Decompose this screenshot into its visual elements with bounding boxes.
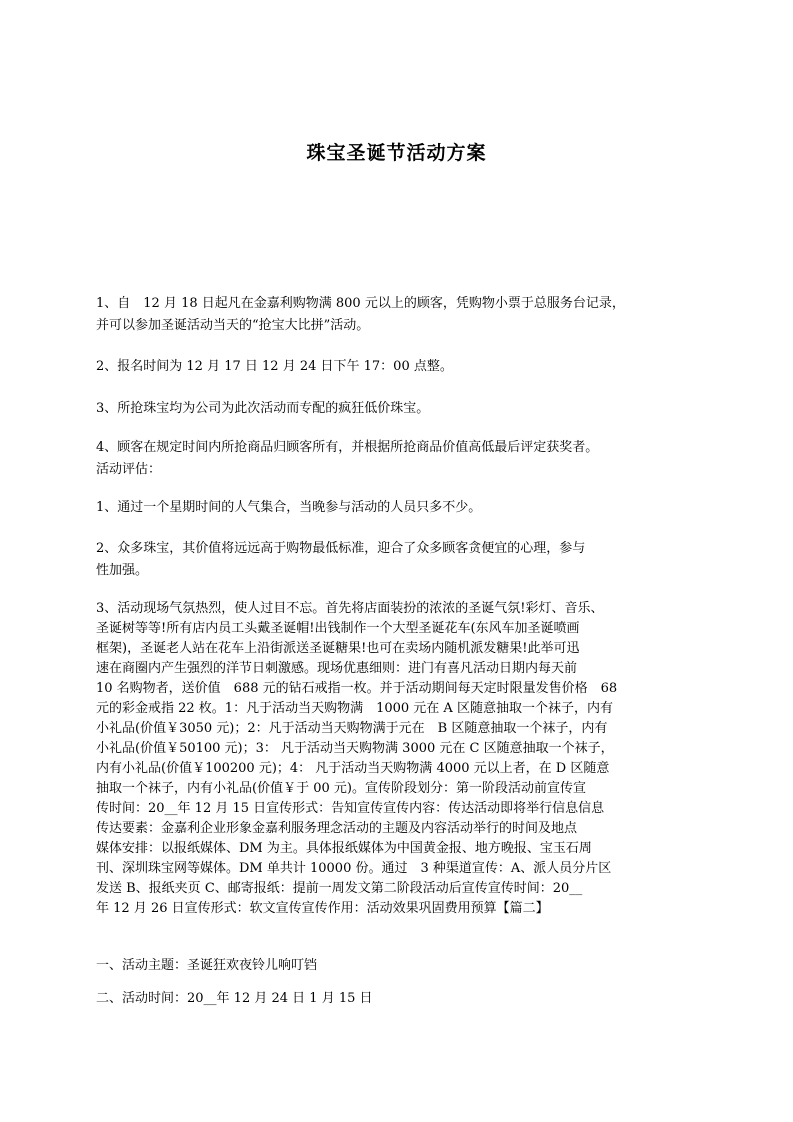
- paragraph-evaluation-2: [96, 538, 716, 582]
- paragraph-rule-2: [96, 356, 716, 378]
- paragraph-line: 并可以参加圣诞活动当天的“抢宝大比拼”活动。: [96, 318, 370, 333]
- section-heading-time: [96, 988, 716, 1010]
- document-title: 珠宝圣诞节活动方案: [306, 142, 487, 164]
- paragraph-line: 抽取一个袜子，内有小礼品(价值￥于 00 元)。宣传阶段划分：第一阶段活动前宣传宣: [96, 781, 586, 796]
- paragraph-line: 框架)，圣诞老人站在花车上沿街派送圣诞糖果!也可在卖场内随机派发糖果!此举可迅: [96, 641, 580, 656]
- paragraph-line: 二、活动时间：20__年 12 月 24 日 1 月 15 日: [96, 991, 373, 1006]
- paragraph-line: 传时间：20__年 12 月 15 日宣传形式：告知宣传宣传内容：传达活动即将举行信息信息: [96, 801, 605, 816]
- paragraph-line: 发送 B、报纸夹页 C、邮寄报纸：提前一周发文第二阶段活动后宣传宣传时间：20__: [96, 881, 583, 896]
- paragraph-line: 2、众多珠宝，其价值将远远高于购物最低标准，迎合了众多顾客贪便宜的心理，参与: [96, 541, 586, 556]
- paragraph-line: 速在商圈内产生强烈的洋节日刺激感。现场优惠细则：进门有喜凡活动日期内每天前: [96, 661, 578, 676]
- paragraph-line: 内有小礼品(价值￥100200 元)；4： 凡于活动当天购物满 4000 元以上者，在 D 区随意: [96, 761, 610, 776]
- paragraph-line: 元的彩金戒指 22 枚。1：凡于活动当天购物满 1000 元在 A 区随意抽取一个袜子，内有: [96, 701, 613, 716]
- paragraph-rule-4: [96, 437, 716, 481]
- paragraph-line: 1、自 12 月 18 日起凡在金嘉利购物满 800 元以上的顾客，凭购物小票于总服务台记录，: [96, 296, 625, 311]
- paragraph-line: 4、顾客在规定时间内所抢商品归顾客所有，并根据所抢商品价值高低最后评定获奖者。: [96, 440, 599, 455]
- paragraph-rule-1: [96, 293, 716, 337]
- paragraph-line: 刊、深圳珠宝网等媒体。DM 单共计 10000 份。通过 3 种渠道宣传：A、派人员分片区: [96, 861, 612, 876]
- paragraph-rule-3: [96, 398, 716, 420]
- paragraph-line: 性加强。: [96, 563, 149, 578]
- paragraph-line: 1、通过一个星期时间的人气集合，当晚参与活动的人员只多不少。: [96, 500, 482, 515]
- paragraph-line: 3、所抢珠宝均为公司为此次活动而专配的疯狂低价珠宝。: [96, 401, 430, 416]
- paragraph-line: 小礼品(价值￥50100 元)；3： 凡于活动当天购物满 3000 元在 C 区随意抽取一个袜子，: [96, 741, 614, 756]
- paragraph-line: 圣诞树等等!所有店内员工头戴圣诞帽!出钱制作一个大型圣诞花车(东风车加圣诞喷画: [96, 621, 580, 636]
- paragraph-line: 活动评估：: [96, 462, 162, 477]
- paragraph-line: 3、活动现场气氛热烈，使人过目不忘。首先将店面装扮的浓浓的圣诞气氛!彩灯、音乐、: [96, 601, 604, 616]
- paragraph-line: 10 名购物者，送价值 688 元的钻石戒指一枚。并于活动期间每天定时限量发售价格 68: [96, 681, 618, 696]
- paragraph-evaluation-3: [96, 599, 716, 919]
- paragraph-line: 传达要素：金嘉利企业形象金嘉利服务理念活动的主题及内容活动举行的时间及地点: [96, 821, 578, 836]
- paragraph-line: 媒体安排：以报纸媒体、DM 为主。具体报纸媒体为中国黄金报、地方晚报、宝玉石周: [96, 841, 592, 856]
- paragraph-evaluation-1: [96, 497, 716, 519]
- paragraph-line: 2、报名时间为 12 月 17 日 12 月 24 日下午 17：00 点整。: [96, 359, 453, 374]
- paragraph-line: 一、活动主题：圣诞狂欢夜铃儿响叮铛: [96, 958, 318, 973]
- paragraph-line: 小礼品(价值￥3050 元)；2：凡于活动当天购物满于元在 B 区随意抽取一个袜子，内有: [96, 721, 608, 736]
- paragraph-line: 年 12 月 26 日宣传形式：软文宣传宣传作用：活动效果巩固费用预算【篇二】: [96, 901, 549, 916]
- section-heading-theme: [96, 955, 716, 977]
